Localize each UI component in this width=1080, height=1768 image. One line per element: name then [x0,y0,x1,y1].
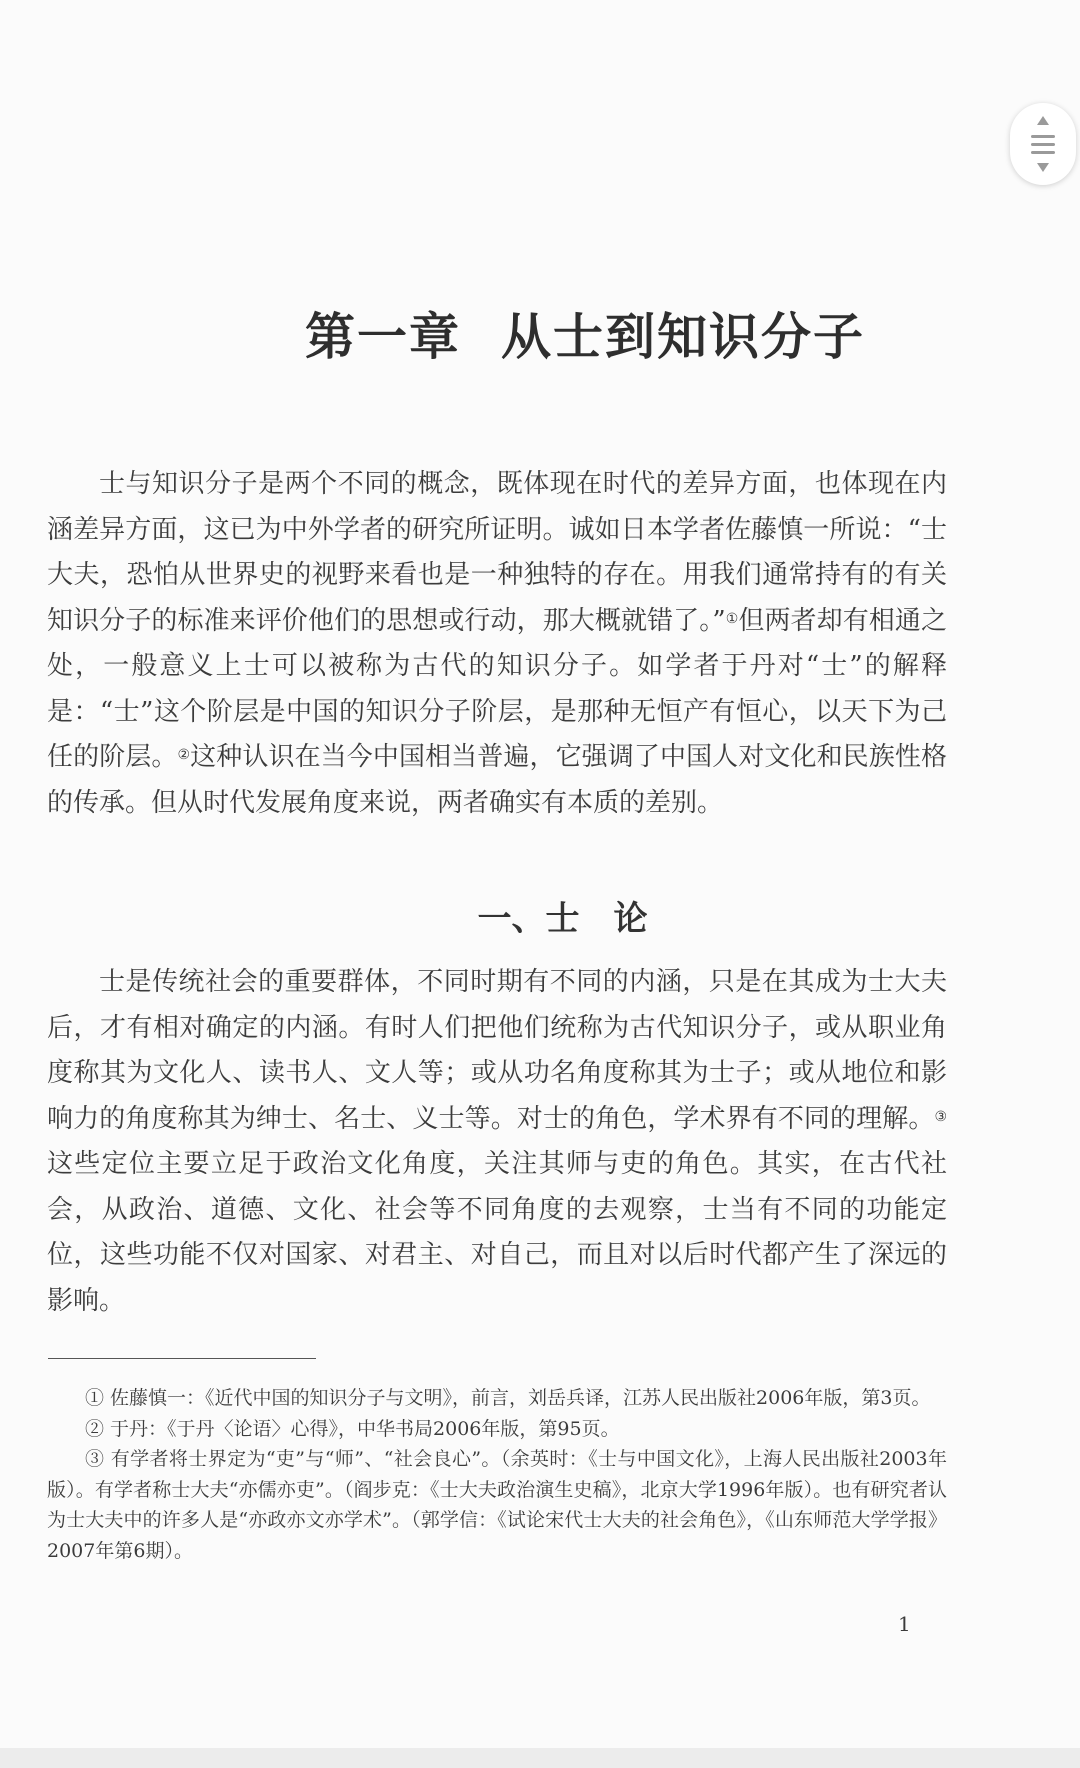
footnote-1: ① 佐藤慎一：《近代中国的知识分子与文明》，前言，刘岳兵译，江苏人民出版社2006年版，第3页。 [85,1387,931,1409]
paragraph-text: 这种认识在当今中国相当普遍，它强调了中国人对文化和民族性格的传承。但从时代发展角度来说，两者确实有本质的差别。 [47,742,947,818]
body-paragraph-1 [47,462,947,826]
chapter-name: 从士到知识分子 [501,306,865,366]
paragraph-text: 但两者却有相通之处，一般意义上士可以被称为古代的知识分子。如学者于丹对“士”的解释是：“士”这个阶层是中国的知识分子阶层，是那种无恒产有恒心，以天下为己任的阶层。 [47,605,947,772]
footnote-ref-1[interactable]: ① [725,610,739,627]
footnote-3: ③ 有学者将士界定为“吏”与“师”、“社会良心”。（余英时：《士与中国文化》，上海人民出版社2003年版）。有学者称士大夫“亦儒亦吏”。（阎步克：《士大夫政治演生史稿》，北京大学1996年版）。也有研究者认为士大夫中的许多人是“亦政亦文亦学术”。（郭学信：《试论宋代士大夫的社会角色》，《山东师范大学学报》2007年第6期）。 [47,1448,947,1562]
footnote-ref-3[interactable]: ③ [934,1108,947,1125]
paragraph-text: 士与知识分子是两个不同的概念，既体现在时代的差异方面，也体现在内涵差异方面，这已为中外学者的研究所证明。诚如日本学者佐藤慎一所说：“士大夫，恐怕从世界史的视野来看也是一种独特的存在。用我们通常持有的有关知识分子的标准来评价他们的思想或行动，那大概就错了。” [47,469,947,636]
section-title: 一、士 论 [477,899,648,940]
scroll-position-icon [1010,103,1076,185]
footnotes [47,1383,947,1566]
footnote-ref-2[interactable]: ② [177,747,191,763]
paragraph-text: 士是传统社会的重要群体，不同时期有不同的内涵，只是在其成为士大夫后，才有相对确定的内涵。有时人们把他们统称为古代知识分子，或从职业角度称其为文化人、读书人、文人等；或从功名角度称其为士子；或从地位和影响力的角度称其为绅士、名士、义士等。对士的角色，学术界有不同的理解。 [47,967,947,1134]
chapter-number: 第一章 [305,306,461,366]
footnote-2: ② 于丹：《于丹〈论语〉心得》，中华书局2006年版，第95页。 [85,1417,620,1440]
scroll-handle[interactable] [1010,103,1076,185]
viewer-bottom-bar [0,1748,1080,1768]
paragraph-text: 这些定位主要立足于政治文化角度，关注其师与吏的角色。其实，在古代社会，从政治、道德、文化、社会等不同角度的去观察，士当有不同的功能定位，这些功能不仅对国家、对君主、对自己，而且对以后时代都产生了深远的影响。 [47,1149,947,1316]
footnote-divider [48,1358,316,1359]
chapter-title [0,302,1080,372]
body-paragraph-2 [47,960,947,1324]
page-number: 1 [898,1612,911,1636]
